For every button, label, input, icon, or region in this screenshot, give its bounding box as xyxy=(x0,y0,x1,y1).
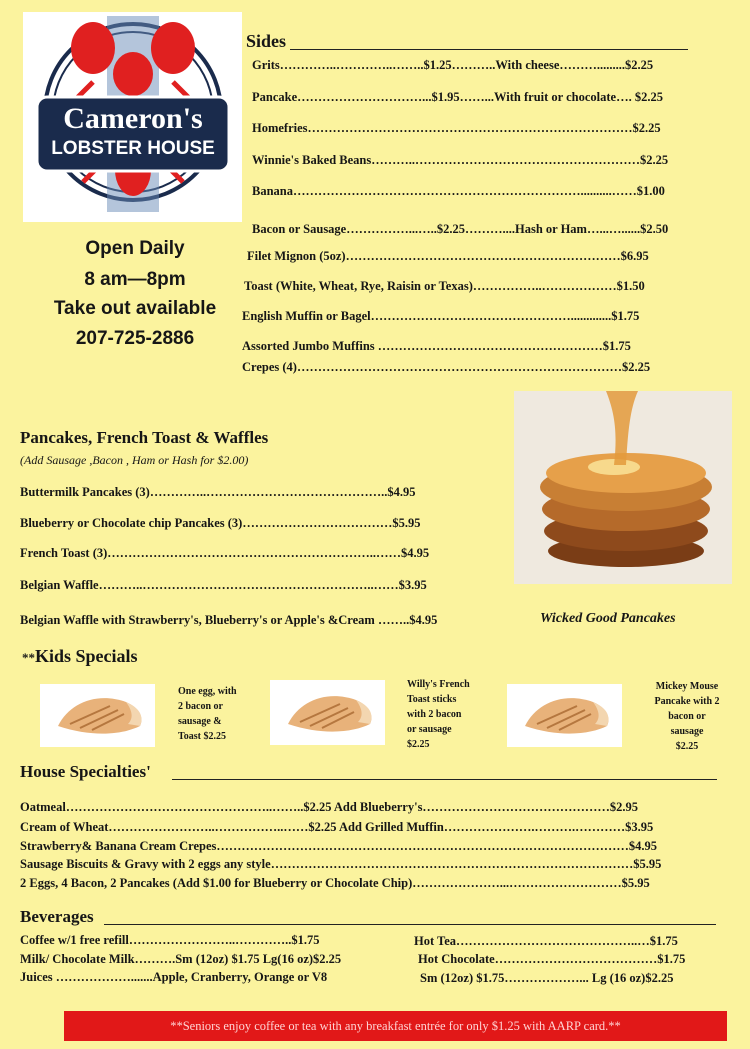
pancakes-item: Belgian Waffle with Strawberry's, Blueberry's or Apple's &Cream ……..$4.95 xyxy=(20,613,438,627)
sides-item: Pancake…………………………...$1.95……...With fruit or chocolate…. $2.25 xyxy=(252,90,663,104)
beverage-item: Juices ……………….......Apple, Cranberry, Orange or V8 xyxy=(20,970,328,984)
kids-item-line: $2.25 xyxy=(407,739,430,750)
house-item: 2 Eggs, 4 Bacon, 2 Pancakes (Add $1.00 for Blueberry or Chocolate Chip)…………………...………………………$5.95 xyxy=(20,876,650,890)
house-item: Strawberry& Banana Cream Crepes………………………………………………………………………………………$4.95 xyxy=(20,839,658,853)
kids-item-desc xyxy=(178,684,258,744)
house-rule xyxy=(172,779,717,780)
sides-item: English Muffin or Bagel………………………………………….............$1.75 xyxy=(242,309,640,323)
house-item: Cream of Wheat……………………..……………..……$2.25 Add Grilled Muffin………………….……….…………$3.95 xyxy=(20,820,654,834)
kids-item-line: Toast sticks xyxy=(407,694,457,705)
logo xyxy=(23,12,242,222)
kids-item-line: with 2 bacon xyxy=(407,709,462,720)
beverage-item: Hot Tea……………………………………..…$1.75 xyxy=(414,934,678,948)
kids-item-line: sausage xyxy=(670,726,704,737)
pancakes-item: Blueberry or Chocolate chip Pancakes (3)………………………………$5.95 xyxy=(20,516,421,530)
kids-title xyxy=(22,646,138,667)
beverages-title: Beverages xyxy=(20,907,94,926)
pancakes-note: (Add Sausage ,Bacon , Ham or Hash for $2.00) xyxy=(20,453,249,467)
kids-item-desc xyxy=(642,679,732,754)
conch-shell-image xyxy=(40,684,155,747)
hours: 8 am—8pm xyxy=(84,269,186,290)
beverage-item: Sm (12oz) $1.75………………... Lg (16 oz)$2.25 xyxy=(420,971,674,985)
kids-item-line: $2.25 xyxy=(675,741,699,752)
phone-number: 207-725-2886 xyxy=(75,328,195,349)
kids-item-line: One egg, with xyxy=(178,686,237,697)
pancake-photo xyxy=(514,391,732,584)
photo-caption: Wicked Good Pancakes xyxy=(540,611,676,626)
kids-item-line: sausage & xyxy=(178,716,222,727)
sides-item: Toast (White, Wheat, Rye, Raisin or Texas)……………..………………$1.50 xyxy=(244,279,645,293)
kids-item-line: or sausage xyxy=(407,724,452,735)
kids-item-line: bacon or xyxy=(668,711,706,722)
sides-item: Grits…………..…………..……..$1.25………..With cheese……….........$2.25 xyxy=(252,58,654,72)
kids-title-text: Kids Specials xyxy=(35,646,138,666)
sides-item: Banana……………………………………………………………..........……$1.00 xyxy=(252,184,665,198)
kids-item-desc xyxy=(407,677,497,752)
hours-label: Open Daily xyxy=(85,238,185,259)
kids-item-line: 2 bacon or xyxy=(178,701,223,712)
pancakes-title: Pancakes, French Toast & Waffles xyxy=(20,428,269,447)
seniors-banner xyxy=(64,1011,727,1041)
takeout-note: Take out available xyxy=(53,298,217,319)
sides-item: Crepes (4)……………………………………………………………………$2.25 xyxy=(242,360,651,374)
pancakes-item: Belgian Waffle………..………………………………………………..……$3.95 xyxy=(20,578,427,592)
kids-item-line: Mickey Mouse xyxy=(655,681,719,692)
sides-item: Bacon or Sausage……………...…..$2.25………....Hash or Ham…...…......$2.50 xyxy=(252,222,669,236)
house-item: Oatmeal…………………………………………..……..$2.25 Add Blueberry's………………………………………$2.95 xyxy=(20,800,639,814)
kids-title-prefix: ** xyxy=(22,650,35,665)
kids-item-line: Toast $2.25 xyxy=(178,731,226,742)
beverages-rule xyxy=(104,924,716,925)
sides-item: Homefries……………………………………………………………………$2.25 xyxy=(252,121,661,135)
seniors-banner-text: **Seniors enjoy coffee or tea with any breakfast entrée for only $1.25 with AARP card.** xyxy=(170,1019,621,1033)
sides-item: Assorted Jumbo Muffins ………………………………………………$1.75 xyxy=(242,339,631,353)
house-item: Sausage Biscuits & Gravy with 2 eggs any style……………………………………………………………………………$5.95 xyxy=(20,857,662,871)
logo-name: Cameron's xyxy=(63,102,203,135)
beverage-item: Milk/ Chocolate Milk……….Sm (12oz) $1.75 Lg(16 oz)$2.25 xyxy=(20,952,342,966)
kids-item-line: Willy's French xyxy=(407,679,470,690)
logo-subtitle: LOBSTER HOUSE xyxy=(51,138,215,159)
kids-item-line: Pancake with 2 xyxy=(654,696,720,707)
sides-item: Winnie's Baked Beans………..………………………………………………$2.25 xyxy=(252,153,669,167)
sides-rule xyxy=(290,49,688,50)
conch-shell-image xyxy=(270,680,385,745)
sides-title: Sides xyxy=(246,31,287,51)
beverage-item: Coffee w/1 free refill……………………..…………..$1.75 xyxy=(20,933,320,947)
beverage-item: Hot Chocolate…………………………………$1.75 xyxy=(418,952,686,966)
pancakes-item: French Toast (3)………………………………………………………..……$4.95 xyxy=(20,546,430,560)
pancakes-item: Buttermilk Pancakes (3)…………..……………………………………..$4.95 xyxy=(20,485,416,499)
conch-shell-image xyxy=(507,684,622,747)
sides-item: Filet Mignon (5oz)…………………………………………………………$6.95 xyxy=(247,249,649,263)
house-title: House Specialties' xyxy=(20,762,151,781)
